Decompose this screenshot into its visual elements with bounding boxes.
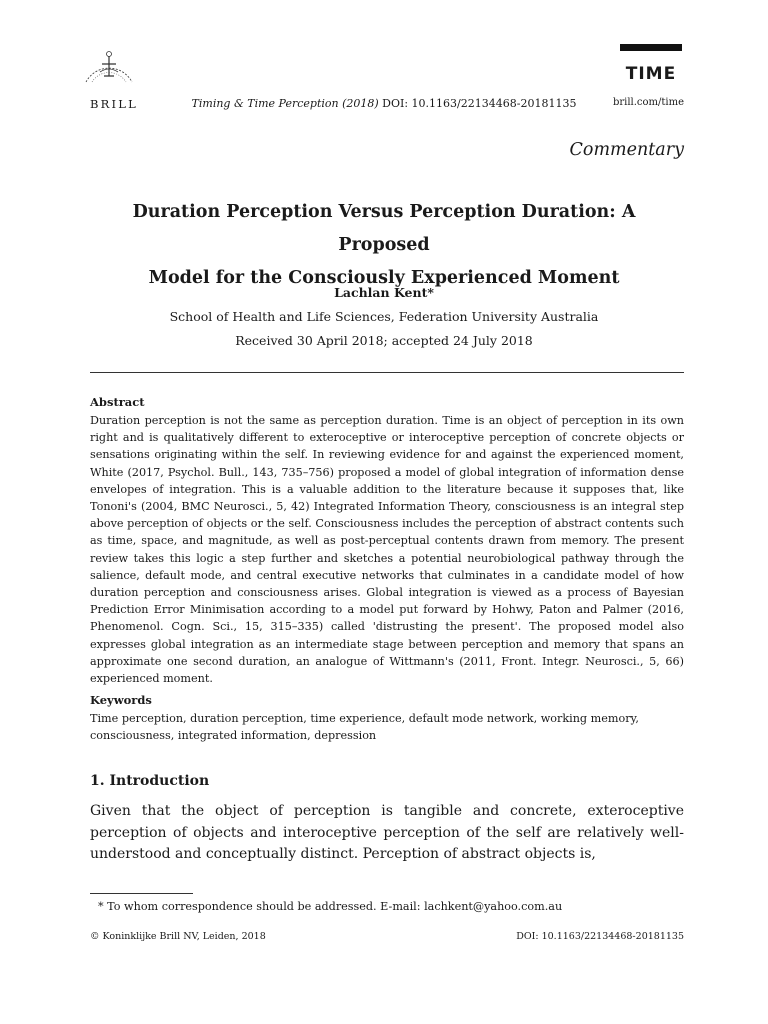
abstract-heading: Abstract xyxy=(90,395,145,409)
time-logo-bar xyxy=(620,44,682,51)
footnote: * To whom correspondence should be addressed. E-mail: lachkent@yahoo.com.au xyxy=(98,900,563,913)
header-divider xyxy=(90,372,684,373)
title-line-1: Duration Perception Versus Perception Duration: A Proposed xyxy=(132,202,636,255)
author-affiliation: School of Health and Life Sciences, Federation University Australia xyxy=(169,309,599,324)
article-title xyxy=(84,196,684,295)
introduction-text: Given that the object of perception is tangible and concrete, exteroceptive perception of objects and interoceptive perception of the self are relatively well-understood and conceptually distinct. Perception of abstract objects is, xyxy=(90,803,684,862)
received-dates: Received 30 April 2018; accepted 24 July 2018 xyxy=(235,333,533,348)
title-line-2: Model for the Consciously Experienced Moment xyxy=(148,268,620,288)
journal-name: Timing & Time Perception xyxy=(191,97,339,110)
brill-seal-icon xyxy=(78,42,140,90)
publisher-name: BRILL xyxy=(90,97,138,111)
journal-doi: DOI: 10.1163/22134468-20181135 xyxy=(382,97,577,110)
journal-url[interactable]: brill.com/time xyxy=(612,97,684,108)
section-heading-introduction: 1. Introduction xyxy=(90,773,210,789)
time-logo: TIME xyxy=(625,64,677,84)
footnote-divider xyxy=(90,893,193,894)
keywords-heading: Keywords xyxy=(90,693,152,707)
footer-doi: DOI: 10.1163/22134468-20181135 xyxy=(516,931,684,942)
keywords-text: Time perception, duration perception, time experience, default mode network, working memory, consciousness, integrated information, depression xyxy=(90,712,639,742)
copyright-notice: © Koninklijke Brill NV, Leiden, 2018 xyxy=(90,931,266,942)
abstract-text: Duration perception is not the same as perception duration. Time is an object of perception in its own right and is qualitatively different to exteroceptive or interoceptive perception of concrete objects or sensations originating within the self. In reviewing evidence for and against the experienced moment, White (2017, Psychol. Bull., 143, 735–756) proposed a model of global integration of information dense envelopes of integration. This is a valuable addition to the literature because it supposes that, like Tononi's (2004, BMC Neurosci., 5, 42) Integrated Information Theory, consciousness is an integral step above perception of objects or the self. Consciousness includes the perception of abstract contents such as time, space, and magnitude, as well as post-perceptual contents drawn from memory. The present review takes this logic a step further and sketches a potential neurobiological pathway through the salience, default mode, and central executive networks that culminates in a candidate model of how duration perception and consciousness arises. Global integration is viewed as a process of Bayesian Prediction Error Minimisation according to a model put forward by Hohwy, Paton and Palmer (2016, Phenomenol. Cogn. Sci., 15, 315–335) called 'distrusting the present'. The proposed model also expresses global integration as an intermediate stage between perception and memory that spans an approximate one second duration, an analogue of Wittmann's (2011, Front. Integr. Neurosci., 5, 66) experienced moment. xyxy=(90,414,684,686)
article-type: Commentary xyxy=(569,140,684,160)
journal-year: (2018) xyxy=(342,97,379,110)
author-name: Lachlan Kent* xyxy=(334,285,434,300)
